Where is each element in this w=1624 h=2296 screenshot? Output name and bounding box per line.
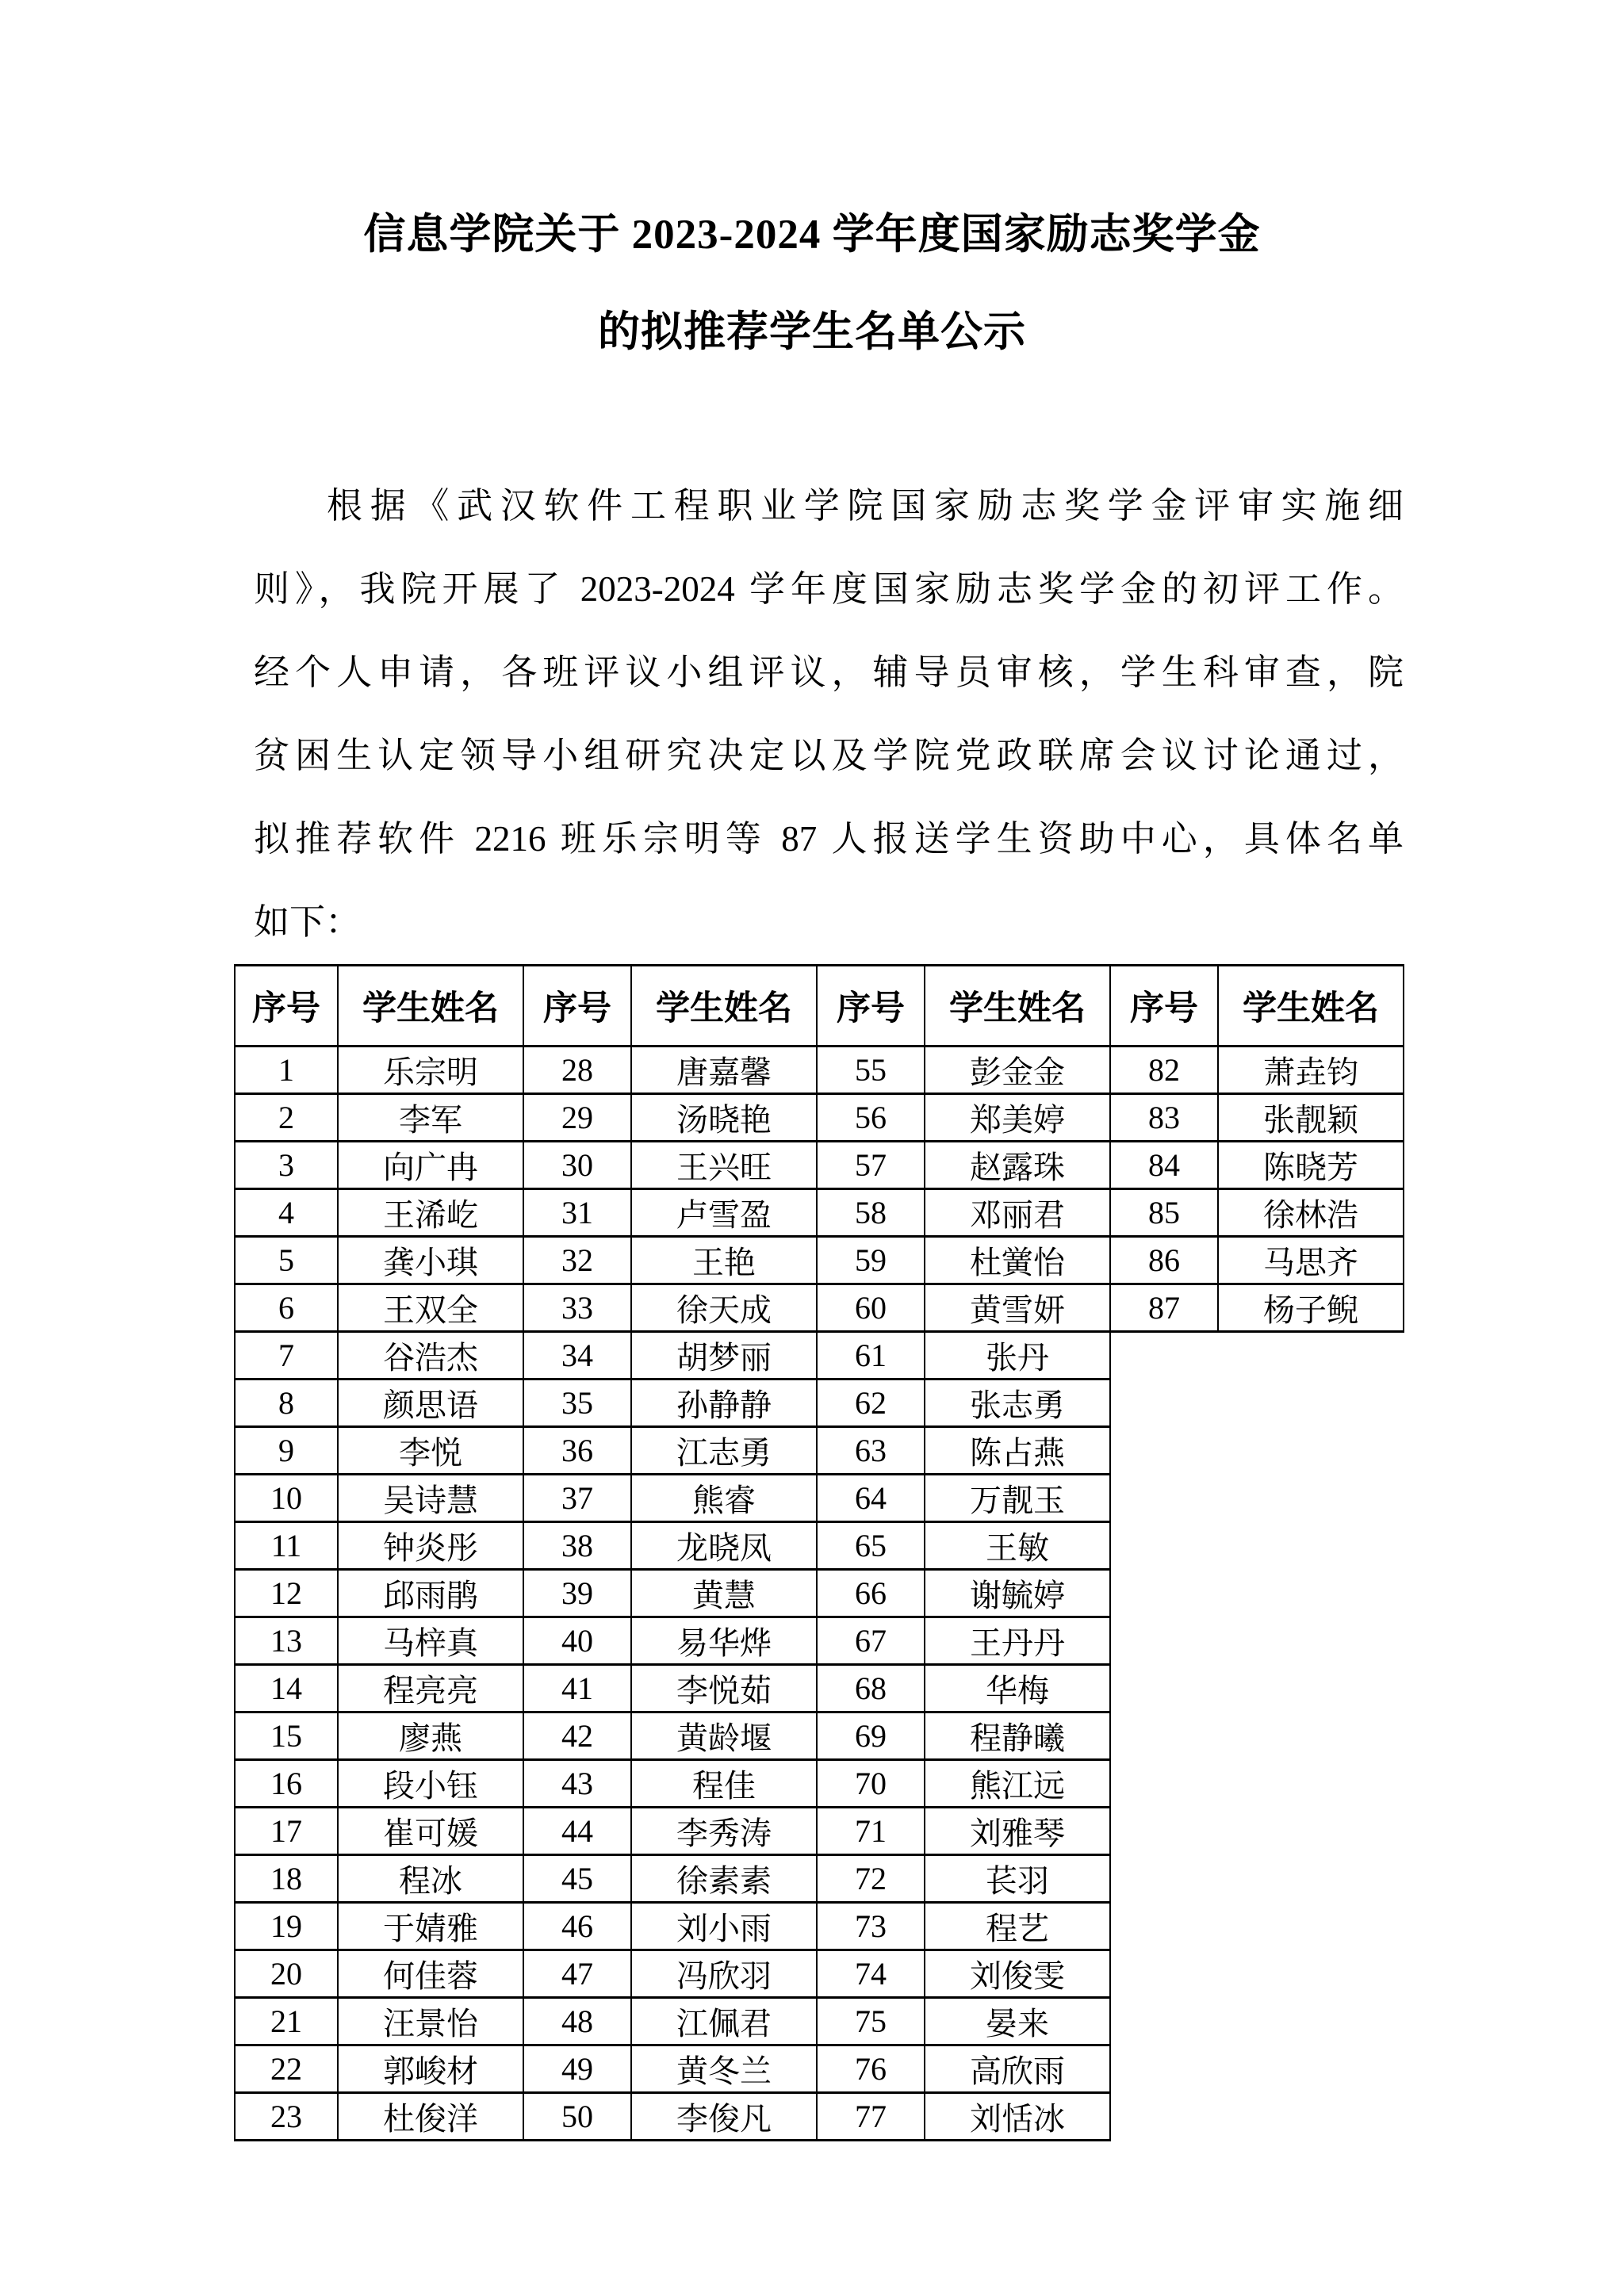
serial-number-cell: 16	[235, 1760, 338, 1808]
student-name-cell: 熊江远	[925, 1760, 1110, 1808]
student-name-cell: 何佳蓉	[338, 1950, 523, 1998]
serial-number-cell: 82	[1110, 1047, 1218, 1094]
serial-number-cell: 7	[235, 1332, 338, 1380]
table-row	[235, 1237, 1404, 1284]
header-serial-number: 序号	[235, 966, 338, 1047]
title-line-1: 信息学院关于 2023-2024 学年度国家励志奖学金	[363, 212, 1261, 258]
serial-number-cell: 68	[817, 1665, 925, 1712]
student-name-cell: 马思齐	[1218, 1237, 1404, 1284]
table-row	[235, 1712, 1404, 1760]
serial-number-cell: 30	[523, 1142, 631, 1189]
paragraph-line: 贫困生认定领导小组研究决定以及学院党政联席会议讨论通过，	[254, 736, 1404, 775]
student-name-cell: 廖燕	[338, 1712, 523, 1760]
serial-number-cell: 48	[523, 1998, 631, 2045]
student-name-cell: 杨子鲵	[1218, 1284, 1404, 1332]
serial-number-cell: 87	[1110, 1284, 1218, 1332]
serial-number-cell: 86	[1110, 1237, 1218, 1284]
table-row	[235, 1808, 1404, 1855]
student-name-cell: 马梓真	[338, 1617, 523, 1665]
serial-number-cell: 60	[817, 1284, 925, 1332]
serial-number-cell: 15	[235, 1712, 338, 1760]
table-row	[235, 1855, 1404, 1903]
table-row	[235, 1475, 1404, 1522]
serial-number-cell: 58	[817, 1189, 925, 1237]
student-roster-table	[234, 964, 1404, 2141]
student-name-cell: 王丹丹	[925, 1617, 1110, 1665]
serial-number-cell: 77	[817, 2093, 925, 2141]
table-row	[235, 1189, 1404, 1237]
serial-number-cell: 41	[523, 1665, 631, 1712]
table-row	[235, 1427, 1404, 1475]
serial-number-cell: 47	[523, 1950, 631, 1998]
paragraph-line: 经个人申请，各班评议小组评议，辅导员审核，学生科审查，院	[254, 652, 1404, 692]
student-name-cell: 徐素素	[631, 1855, 817, 1903]
serial-number-cell: 74	[817, 1950, 925, 1998]
serial-number-cell: 43	[523, 1760, 631, 1808]
table-row	[235, 1047, 1404, 1094]
table-row	[235, 1950, 1404, 1998]
student-table-body	[235, 1047, 1404, 2141]
serial-number-cell: 56	[817, 1094, 925, 1142]
student-name-cell: 黄龄堰	[631, 1712, 817, 1760]
student-name-cell: 谷浩杰	[338, 1332, 523, 1380]
student-name-cell: 汤晓艳	[631, 1094, 817, 1142]
table-row	[235, 1380, 1404, 1427]
student-name-cell: 李悦	[338, 1427, 523, 1475]
header-student-name: 学生姓名	[925, 966, 1110, 1047]
serial-number-cell: 57	[817, 1142, 925, 1189]
student-name-cell: 赵露珠	[925, 1142, 1110, 1189]
student-name-cell: 龙晓凤	[631, 1522, 817, 1570]
table-row	[235, 1522, 1404, 1570]
serial-number-cell: 20	[235, 1950, 338, 1998]
student-name-cell: 黄雪妍	[925, 1284, 1110, 1332]
student-name-cell: 张志勇	[925, 1380, 1110, 1427]
student-name-cell: 程亮亮	[338, 1665, 523, 1712]
serial-number-cell: 19	[235, 1903, 338, 1950]
serial-number-cell: 35	[523, 1380, 631, 1427]
student-name-cell: 郑美婷	[925, 1094, 1110, 1142]
student-name-cell: 刘小雨	[631, 1903, 817, 1950]
serial-number-cell: 3	[235, 1142, 338, 1189]
serial-number-cell: 33	[523, 1284, 631, 1332]
student-name-cell: 王双全	[338, 1284, 523, 1332]
student-name-cell: 程艺	[925, 1903, 1110, 1950]
serial-number-cell: 65	[817, 1522, 925, 1570]
serial-number-cell: 62	[817, 1380, 925, 1427]
student-name-cell: 刘雅琴	[925, 1808, 1110, 1855]
serial-number-cell: 13	[235, 1617, 338, 1665]
serial-number-cell: 63	[817, 1427, 925, 1475]
serial-number-cell: 23	[235, 2093, 338, 2141]
student-name-cell: 李军	[338, 1094, 523, 1142]
table-row	[235, 1903, 1404, 1950]
student-name-cell: 徐林浩	[1218, 1189, 1404, 1237]
serial-number-cell: 34	[523, 1332, 631, 1380]
serial-number-cell: 12	[235, 1570, 338, 1617]
student-name-cell: 邱雨鹃	[338, 1570, 523, 1617]
serial-number-cell: 37	[523, 1475, 631, 1522]
student-name-cell: 邓丽君	[925, 1189, 1110, 1237]
student-name-cell: 刘恬冰	[925, 2093, 1110, 2141]
student-name-cell: 卢雪盈	[631, 1189, 817, 1237]
serial-number-cell: 38	[523, 1522, 631, 1570]
student-name-cell: 汪景怡	[338, 1998, 523, 2045]
student-name-cell: 易华烨	[631, 1617, 817, 1665]
body-paragraph	[254, 465, 1404, 964]
serial-number-cell: 46	[523, 1903, 631, 1950]
serial-number-cell: 5	[235, 1237, 338, 1284]
paragraph-line: 根据《武汉软件工程职业学院国家励志奖学金评审实施细	[327, 486, 1404, 526]
header-student-name: 学生姓名	[338, 966, 523, 1047]
student-name-cell: 张靓颖	[1218, 1094, 1404, 1142]
student-name-cell: 乐宗明	[338, 1047, 523, 1094]
student-name-cell: 程冰	[338, 1855, 523, 1903]
table-row	[235, 1665, 1404, 1712]
serial-number-cell: 17	[235, 1808, 338, 1855]
serial-number-cell: 28	[523, 1047, 631, 1094]
student-name-cell: 江志勇	[631, 1427, 817, 1475]
student-name-cell: 苌羽	[925, 1855, 1110, 1903]
serial-number-cell: 76	[817, 2045, 925, 2093]
student-name-cell: 吴诗慧	[338, 1475, 523, 1522]
student-name-cell: 陈占燕	[925, 1427, 1110, 1475]
student-name-cell: 黄冬兰	[631, 2045, 817, 2093]
serial-number-cell: 8	[235, 1380, 338, 1427]
student-name-cell: 唐嘉馨	[631, 1047, 817, 1094]
paragraph-line: 拟推荐软件 2216 班乐宗明等 87 人报送学生资助中心，具体名单	[254, 819, 1404, 859]
student-name-cell: 程静曦	[925, 1712, 1110, 1760]
serial-number-cell: 31	[523, 1189, 631, 1237]
student-name-cell: 万靓玉	[925, 1475, 1110, 1522]
serial-number-cell: 67	[817, 1617, 925, 1665]
serial-number-cell: 22	[235, 2045, 338, 2093]
header-serial-number: 序号	[817, 966, 925, 1047]
serial-number-cell: 71	[817, 1808, 925, 1855]
serial-number-cell: 45	[523, 1855, 631, 1903]
table-row	[235, 2045, 1404, 2093]
table-header-row	[235, 966, 1404, 1047]
serial-number-cell: 49	[523, 2045, 631, 2093]
serial-number-cell: 4	[235, 1189, 338, 1237]
serial-number-cell: 66	[817, 1570, 925, 1617]
student-name-cell: 于婧雅	[338, 1903, 523, 1950]
student-name-cell: 冯欣羽	[631, 1950, 817, 1998]
student-name-cell: 谢毓婷	[925, 1570, 1110, 1617]
student-name-cell: 向广冉	[338, 1142, 523, 1189]
student-name-cell: 萧垚钧	[1218, 1047, 1404, 1094]
student-name-cell: 龚小琪	[338, 1237, 523, 1284]
serial-number-cell: 83	[1110, 1094, 1218, 1142]
table-row	[235, 1284, 1404, 1332]
serial-number-cell: 75	[817, 1998, 925, 2045]
table-row	[235, 1332, 1404, 1380]
student-name-cell: 钟炎彤	[338, 1522, 523, 1570]
serial-number-cell: 39	[523, 1570, 631, 1617]
student-name-cell: 王浠屹	[338, 1189, 523, 1237]
header-serial-number: 序号	[523, 966, 631, 1047]
serial-number-cell: 84	[1110, 1142, 1218, 1189]
serial-number-cell: 64	[817, 1475, 925, 1522]
student-name-cell: 孙静静	[631, 1380, 817, 1427]
table-row	[235, 1570, 1404, 1617]
serial-number-cell: 61	[817, 1332, 925, 1380]
student-name-cell: 李秀涛	[631, 1808, 817, 1855]
serial-number-cell: 32	[523, 1237, 631, 1284]
student-name-cell: 胡梦丽	[631, 1332, 817, 1380]
student-name-cell: 段小钰	[338, 1760, 523, 1808]
student-name-cell: 王艳	[631, 1237, 817, 1284]
student-name-cell: 崔可媛	[338, 1808, 523, 1855]
serial-number-cell: 69	[817, 1712, 925, 1760]
serial-number-cell: 50	[523, 2093, 631, 2141]
serial-number-cell: 2	[235, 1094, 338, 1142]
table-row	[235, 1760, 1404, 1808]
student-name-cell: 彭金金	[925, 1047, 1110, 1094]
student-name-cell: 杜黉怡	[925, 1237, 1110, 1284]
header-student-name: 学生姓名	[631, 966, 817, 1047]
serial-number-cell: 70	[817, 1760, 925, 1808]
paragraph-line: 如下：	[254, 902, 362, 942]
table-row	[235, 1142, 1404, 1189]
student-name-cell: 徐天成	[631, 1284, 817, 1332]
serial-number-cell: 10	[235, 1475, 338, 1522]
student-name-cell: 高欣雨	[925, 2045, 1110, 2093]
student-name-cell: 杜俊洋	[338, 2093, 523, 2141]
serial-number-cell: 21	[235, 1998, 338, 2045]
serial-number-cell: 36	[523, 1427, 631, 1475]
student-name-cell: 王敏	[925, 1522, 1110, 1570]
title-line-2: 的拟推荐学生名单公示	[598, 309, 1026, 355]
student-name-cell: 张丹	[925, 1332, 1110, 1380]
serial-number-cell: 14	[235, 1665, 338, 1712]
student-name-cell: 黄慧	[631, 1570, 817, 1617]
serial-number-cell: 18	[235, 1855, 338, 1903]
student-name-cell: 江佩君	[631, 1998, 817, 2045]
table-row	[235, 1998, 1404, 2045]
serial-number-cell: 1	[235, 1047, 338, 1094]
header-serial-number: 序号	[1110, 966, 1218, 1047]
table-row	[235, 2093, 1404, 2141]
serial-number-cell: 44	[523, 1808, 631, 1855]
paragraph-line: 则》，我院开展了 2023-2024 学年度国家励志奖学金的初评工作。	[254, 569, 1404, 609]
serial-number-cell: 11	[235, 1522, 338, 1570]
student-name-cell: 华梅	[925, 1665, 1110, 1712]
table-row	[235, 1617, 1404, 1665]
serial-number-cell: 9	[235, 1427, 338, 1475]
serial-number-cell: 6	[235, 1284, 338, 1332]
student-name-cell: 陈晓芳	[1218, 1142, 1404, 1189]
serial-number-cell: 85	[1110, 1189, 1218, 1237]
serial-number-cell: 29	[523, 1094, 631, 1142]
serial-number-cell: 73	[817, 1903, 925, 1950]
header-student-name: 学生姓名	[1218, 966, 1404, 1047]
student-name-cell: 程佳	[631, 1760, 817, 1808]
student-name-cell: 王兴旺	[631, 1142, 817, 1189]
serial-number-cell: 59	[817, 1237, 925, 1284]
serial-number-cell: 40	[523, 1617, 631, 1665]
student-name-cell: 李悦茹	[631, 1665, 817, 1712]
table-row	[235, 1094, 1404, 1142]
document-title	[0, 0, 1624, 381]
student-name-cell: 熊睿	[631, 1475, 817, 1522]
student-name-cell: 刘俊雯	[925, 1950, 1110, 1998]
student-name-cell: 晏来	[925, 1998, 1110, 2045]
student-name-cell: 郭峻材	[338, 2045, 523, 2093]
student-name-cell: 颜思语	[338, 1380, 523, 1427]
serial-number-cell: 42	[523, 1712, 631, 1760]
serial-number-cell: 72	[817, 1855, 925, 1903]
student-name-cell: 李俊凡	[631, 2093, 817, 2141]
serial-number-cell: 55	[817, 1047, 925, 1094]
